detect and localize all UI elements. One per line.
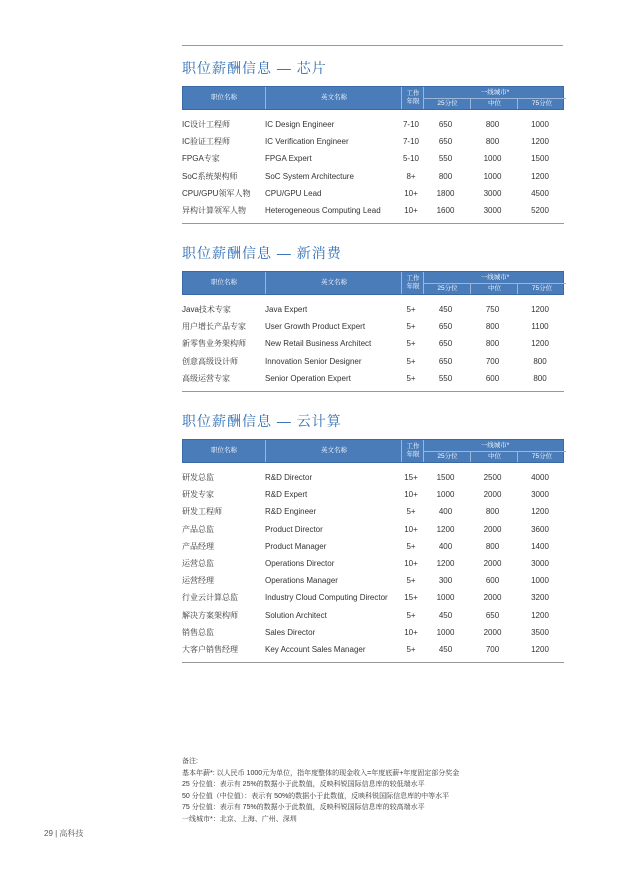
section-title: 职位薪酬信息 — 云计算 [182,413,342,429]
cell-english: R&D Director [265,473,313,482]
cell-years: 5+ [406,610,416,620]
cell-median: 600 [485,576,500,586]
cell-name: 大客户销售经理 [182,644,238,654]
cell-years: 15+ [404,593,418,603]
cell-years: 10+ [404,490,418,500]
cell-p75: 3600 [531,524,549,534]
cell-p25: 450 [438,610,453,620]
notes-line: 25 分位值：表示有 25%的数据小于此数值，反映科锐国际信息库的较低端水平 [182,781,425,788]
notes-line: 一线城市*：北京、上海、广州、深圳 [182,815,297,823]
table-header [182,439,564,463]
cell-name: 用户增长产品专家 [182,322,246,332]
cell-p25: 450 [438,644,453,654]
cell-p75: 1200 [531,610,549,620]
section-new-consumption [182,243,564,392]
cell-p25: 650 [438,137,453,147]
header-tier-city: 一线城市* [423,272,566,284]
cell-years: 10+ [404,558,418,568]
cell-p25: 1500 [436,473,455,482]
table-row [182,641,564,658]
cell-p25: 650 [438,339,453,349]
cell-p75: 800 [533,373,547,383]
cell-median: 700 [485,356,500,366]
header-english: 英文名称 [265,272,402,294]
header-years: 工作 年限 [401,272,424,294]
cell-years: 7-10 [402,120,419,129]
header-english: 英文名称 [265,440,402,462]
cell-median: 3000 [483,188,502,198]
cell-years: 5+ [406,644,416,654]
notes-block [182,756,459,825]
section-title: 职位薪酬信息 — 芯片 [182,60,327,76]
table-bottom-rule [182,223,564,224]
cell-p75: 3200 [531,593,549,603]
cell-p75: 3000 [531,558,549,568]
cell-name: SoC系统架构师 [182,171,238,181]
cell-p75: 1000 [531,120,549,129]
table-row [182,202,564,219]
table-row [182,555,564,572]
cell-median: 800 [485,541,500,551]
table-row [182,469,564,486]
header-median: 中位 [470,283,518,294]
cell-p25: 1200 [436,558,455,568]
cell-english: Key Account Sales Manager [265,644,366,654]
cell-english: Senior Operation Expert [265,373,351,383]
header-name: 职位名称 [211,94,237,101]
cell-p75: 1400 [531,541,549,551]
cell-p25: 1000 [436,627,455,637]
cell-name: 研发工程师 [182,507,222,517]
table-row [182,353,564,370]
table-row [182,301,564,318]
cell-english: Java Expert [265,305,308,314]
cell-median: 1000 [483,171,502,181]
cell-years: 5+ [406,322,416,332]
header-tier-city: 一线城市* [423,87,566,99]
cell-years: 5+ [406,305,416,314]
cell-years: 5-10 [402,154,419,164]
cell-median: 600 [485,373,500,383]
cell-english: IC Verification Engineer [265,137,349,147]
cell-name: 高级运营专家 [182,373,230,383]
cell-name: IC验证工程师 [182,137,230,147]
cell-english: Operations Director [265,558,335,568]
header-p75: 75分位 [517,98,566,109]
cell-p75: 3500 [531,627,549,637]
header-p75: 75分位 [517,451,566,462]
top-divider [182,45,563,46]
cell-p75: 1500 [531,154,549,164]
cell-median: 3000 [483,205,502,215]
table-row [182,335,564,352]
cell-years: 7-10 [402,137,419,147]
cell-p75: 800 [533,356,547,366]
table-row [182,486,564,503]
cell-english: Industry Cloud Computing Director [265,593,388,603]
table-bottom-rule [182,662,564,663]
cell-name: Java技术专家 [182,305,231,314]
cell-p75: 4500 [531,188,549,198]
cell-p75: 1200 [531,644,549,654]
cell-median: 800 [485,322,500,332]
notes-line: 75 分位值：表示有 75%的数据小于此数值，反映科锐国际信息库的较高端水平 [182,804,425,811]
notes-line: 50 分位值（中位值）：表示有 50%的数据小于此数值，反映科锐国际信息库的中等水平 [182,792,450,800]
table-row [182,133,564,150]
header-p25: 25分位 [423,283,471,294]
cell-p25: 400 [438,541,453,551]
cell-english: Innovation Senior Designer [265,356,362,366]
cell-p75: 4000 [531,473,549,482]
cell-name: 产品总监 [182,524,214,534]
cell-p25: 400 [438,507,453,517]
table-row [182,168,564,185]
table-row [182,521,564,538]
cell-median: 800 [485,137,500,147]
cell-p75: 1200 [531,507,549,517]
cell-p25: 650 [438,356,453,366]
cell-english: Solution Architect [265,610,327,620]
cell-years: 10+ [404,524,418,534]
table-row [182,370,564,387]
header-p25: 25分位 [423,98,471,109]
cell-name: 创意高级设计师 [182,356,238,366]
cell-english: Sales Director [265,627,316,637]
cell-median: 2500 [483,473,502,482]
cell-p75: 1200 [531,339,549,349]
cell-english: Product Director [265,524,323,534]
cell-english: New Retail Business Architect [265,339,372,349]
header-years: 工作 年限 [401,440,424,462]
cell-name: IC设计工程师 [182,120,230,129]
cell-p25: 1200 [436,524,455,534]
cell-english: CPU/GPU Lead [265,188,322,198]
table-body [182,469,564,658]
cell-median: 2000 [483,490,502,500]
cell-p75: 1200 [531,171,549,181]
header-p25: 25分位 [423,451,471,462]
cell-name: 解决方案架构师 [182,610,238,620]
table-header [182,86,564,110]
cell-name: 销售总监 [182,627,214,637]
header-median: 中位 [470,451,518,462]
table-header [182,271,564,295]
table-row [182,624,564,641]
cell-english: Operations Manager [265,576,338,586]
cell-p25: 450 [438,305,453,314]
table-body [182,301,564,387]
table-row [182,589,564,606]
cell-p75: 1200 [531,137,549,147]
table-row [182,607,564,624]
section-title: 职位薪酬信息 — 新消费 [182,245,342,261]
cell-years: 5+ [406,576,416,586]
cell-p75: 5200 [531,205,549,215]
cell-median: 800 [485,120,500,129]
cell-english: FPGA Expert [265,154,312,164]
header-english: 英文名称 [265,87,402,109]
cell-name: 运营经理 [182,576,214,586]
cell-name: 行业云计算总监 [182,593,238,603]
cell-p25: 550 [438,154,453,164]
cell-english: IC Design Engineer [265,120,335,129]
table-row [182,150,564,167]
table-row [182,318,564,335]
cell-english: R&D Expert [265,490,308,500]
cell-name: FPGA专家 [182,154,220,164]
cell-median: 700 [485,644,500,654]
cell-p25: 800 [438,171,453,181]
header-p75: 75分位 [517,283,566,294]
cell-p25: 300 [438,576,453,586]
cell-years: 10+ [404,205,418,215]
header-median: 中位 [470,98,518,109]
cell-english: R&D Engineer [265,507,317,517]
cell-english: Product Manager [265,541,327,551]
cell-english: User Growth Product Expert [265,322,366,332]
cell-median: 750 [485,305,500,314]
table-bottom-rule [182,391,564,392]
notes-line: 备注: [182,758,198,765]
cell-median: 2000 [483,593,502,603]
cell-english: SoC System Architecture [265,171,354,181]
cell-years: 5+ [406,339,416,349]
cell-name: 研发专家 [182,490,214,500]
cell-p25: 650 [438,322,453,332]
table-body [182,116,564,219]
cell-name: CPU/GPU领军人物 [182,188,251,198]
table-row [182,538,564,555]
table-row [182,572,564,589]
cell-name: 产品经理 [182,541,214,551]
table-row [182,185,564,202]
cell-name: 研发总监 [182,473,214,482]
cell-median: 800 [485,507,500,517]
header-name: 职位名称 [211,279,237,286]
cell-years: 5+ [406,507,416,517]
cell-p75: 1000 [531,576,549,586]
cell-years: 15+ [404,473,418,482]
cell-years: 10+ [404,627,418,637]
table-row [182,503,564,520]
table-row [182,116,564,133]
cell-p75: 1100 [531,322,549,332]
cell-median: 800 [485,339,500,349]
cell-p75: 1200 [531,305,549,314]
cell-years: 5+ [406,356,416,366]
cell-years: 8+ [406,171,416,181]
cell-p25: 550 [438,373,453,383]
cell-median: 2000 [483,558,502,568]
page-footer: 29 | 高科技 [44,829,84,838]
cell-p25: 1000 [436,593,455,603]
cell-name: 运营总监 [182,558,214,568]
section-cloud-computing [182,411,564,663]
cell-english: Heterogeneous Computing Lead [265,205,381,215]
cell-median: 650 [485,610,500,620]
header-years: 工作 年限 [401,87,424,109]
cell-p25: 1600 [436,205,455,215]
cell-median: 2000 [483,627,502,637]
cell-name: 异构计算领军人物 [182,205,246,215]
cell-p25: 650 [438,120,453,129]
notes-line: 基本年薪*: 以人民币 1000元为单位，指年度整体的现金收入=年度底薪+年度固定部分奖金 [182,769,460,777]
cell-median: 1000 [483,154,502,164]
cell-p25: 1800 [436,188,455,198]
section-chip [182,58,564,224]
cell-p75: 3000 [531,490,549,500]
cell-median: 2000 [483,524,502,534]
cell-years: 10+ [404,188,418,198]
cell-years: 5+ [406,373,416,383]
cell-p25: 1000 [436,490,455,500]
cell-years: 5+ [406,541,416,551]
header-name: 职位名称 [211,447,237,454]
cell-name: 新零售业务架构师 [182,339,246,349]
header-tier-city: 一线城市* [423,440,566,452]
